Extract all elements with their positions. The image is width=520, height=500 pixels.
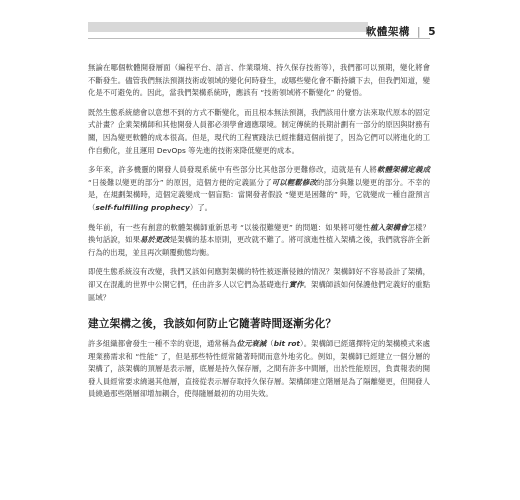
paragraph-5-emphasis-1: 實作 bbox=[288, 279, 304, 289]
paragraph-6-text-a: 許多組織都會發生一種不幸的衰退，通常稱為 bbox=[88, 339, 237, 349]
paragraph-5 bbox=[88, 266, 430, 304]
header-separator: | bbox=[416, 26, 422, 38]
page-number: 5 bbox=[428, 26, 436, 38]
paragraph-4-emphasis-1: 植入架構會 bbox=[370, 222, 408, 232]
paragraph-3-text-a: 多年來，許多機靈的開發人員發現系統中有些部分比其他部分更難修改，這就是有人將 bbox=[88, 165, 377, 175]
paragraph-4-text-a: 幾年前，有一些有創意的軟體架構師重新思考 “以後很難變更” 的問題：如果將可變性 bbox=[88, 222, 371, 232]
paragraph-5-text-a: 即使生態系統沒有改變，我們又該如何應對架構的特性被逐漸侵蝕的情況？架構師好不容易設計了架構，卻又在混亂的世界中公開它們，任由許多人以它們為基礎進行 bbox=[88, 267, 430, 289]
paragraph-4-text-c: 是架構的基本原則，更改就不難了。將可演進性植入架構之後，我們就容許全新行為的出現，並且再次顛覆動態均衡。 bbox=[88, 235, 430, 257]
paragraph-4 bbox=[88, 222, 430, 260]
paragraph-6-text-c: ）。架構師已經選擇特定的架構模式來處理業務需求和 “性能” 了，但是那些特性經常隨著時間而意外地劣化。例如，架構師已經建立一個分層的架構了，該架構的頂層是表示層，底層是持久保存層，之間有許多中間層，出於性能原因，負責報表的開發人員經常要求繞過其他層，直接從表示層存取持久保存層。架構師建立階層是為了隔離變更，但開發人員繞過那些階層卻增加耦合，使得隨層最初的功用失效。 bbox=[88, 339, 430, 399]
paragraph-5-text-b: 。架構師該如何保護他們定義好的重點區域？ bbox=[88, 279, 430, 302]
header-title-block bbox=[366, 24, 436, 39]
paragraph-3-text-d: ）了。 bbox=[189, 202, 213, 212]
page-body bbox=[88, 62, 430, 408]
paragraph-3-emphasis-3: self-fulfilling prophecy bbox=[95, 202, 190, 212]
section-heading: 建立架構之後，我該如何防止它隨著時間逐漸劣化？ bbox=[88, 318, 337, 331]
paragraph-3 bbox=[88, 164, 430, 214]
header-divider bbox=[88, 38, 430, 39]
paragraph-3-text-b: “日後難以變更的部分” 的原因，這個方便的定義區分了 bbox=[88, 177, 272, 187]
paragraph-3-emphasis-2: 可以輕鬆修改 bbox=[271, 177, 318, 187]
paragraph-1 bbox=[88, 62, 430, 100]
paragraph-3-text-c: 的部分與難以變更的部分。不幸的是，在規劃架構時，這個定義變成一個盲點：當開發者假設 “變更是困難的” 時，它就變成一種自證預言（ bbox=[88, 177, 430, 212]
paragraph-6-text-b: （ bbox=[266, 339, 274, 349]
paragraph-2-text: 既然生態系統總會以意想不到的方式不斷變化，而且根本無法預測，我們該用什麼方法來取代原本的固定式計畫？企業架構師和其他開發人員都必須學會適應環境。制定傳統的長期計劃有一部分的原因與財務有關，因為變更軟體的成本很高。但是，現代的工程實踐法已經推翻這個前提了，因為它們可以將進化的工作自動化，並且運用 DevOps 等先進的技術來降低變更的成本。 bbox=[88, 107, 430, 155]
paragraph-4-emphasis-2: 易於更改 bbox=[140, 235, 170, 245]
paragraph-6 bbox=[88, 338, 430, 401]
running-header bbox=[0, 0, 520, 62]
paragraph-6-emphasis-2: bit rot bbox=[273, 339, 300, 349]
paragraph-6-emphasis-1: 位元衰減 bbox=[236, 339, 267, 349]
paragraph-1-text: 無論在哪個軟體開發層面（編程平台、語言、作業環境、持久保存技術等），我們都可以預期，變化將會不斷發生。儘管我們無法預測技術或領域的變化何時發生，或哪些變化會不斷持續下去，但我們知道，變化是不可避免的。因此，當我們架構系統時，應該有 “技術領域將不斷變化” 的覺悟。 bbox=[88, 63, 430, 98]
paragraph-4-text-b: 怎樣？換句話說，如果 bbox=[88, 222, 430, 245]
header-chapter-title: 軟體架構 bbox=[365, 26, 410, 38]
paragraph-2 bbox=[88, 107, 430, 157]
header-decorative-bar bbox=[88, 22, 368, 32]
paragraph-3-emphasis-1: 軟體架構定義成 bbox=[376, 165, 430, 175]
